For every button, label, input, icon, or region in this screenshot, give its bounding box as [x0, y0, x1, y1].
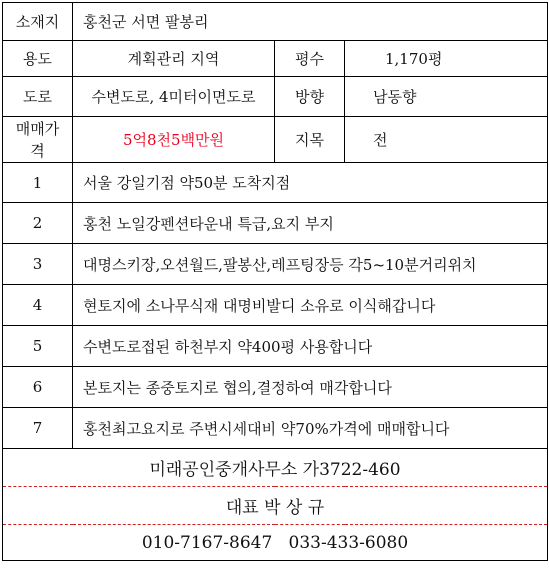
area-label: 평수: [275, 41, 345, 77]
item-text: 수변도로접된 하천부지 약400평 사용합니다: [73, 326, 548, 367]
list-item: [3, 326, 548, 367]
direction-label: 방향: [275, 77, 345, 117]
use-value: 계획관리 지역: [73, 41, 275, 77]
land-type-label: 지목: [275, 117, 345, 163]
road-value: 수변도로, 4미터이면도로: [73, 77, 275, 117]
price-value: 5억8천5백만원: [73, 117, 275, 163]
price-label: 매매가격: [3, 117, 73, 163]
item-number: 3: [3, 244, 73, 285]
list-item: [3, 367, 548, 408]
location-value: 홍천군 서면 팔봉리: [73, 3, 548, 41]
area-value: 1,170평: [345, 41, 548, 77]
representative: 대표 박 상 규: [3, 487, 548, 525]
agency-name: 미래공인중개사무소 가3722-460: [3, 449, 548, 487]
property-listing-table: [2, 2, 548, 561]
list-item: [3, 285, 548, 326]
direction-value: 남동향: [345, 77, 548, 117]
item-number: 2: [3, 203, 73, 244]
item-text: 본토지는 종중토지로 협의,결정하여 매각합니다: [73, 367, 548, 408]
use-label: 용도: [3, 41, 73, 77]
item-text: 현토지에 소나무식재 대명비발디 소유로 이식해갑니다: [73, 285, 548, 326]
item-text: 홍천최고요지로 주변시세대비 약70%가격에 매매합니다: [73, 408, 548, 449]
item-number: 6: [3, 367, 73, 408]
item-number: 1: [3, 163, 73, 203]
list-item: [3, 244, 548, 285]
list-item: [3, 203, 548, 244]
phone-numbers: 010-7167-8647 033-433-6080: [3, 525, 548, 561]
list-item: [3, 408, 548, 449]
list-item: [3, 163, 548, 203]
item-number: 7: [3, 408, 73, 449]
item-number: 5: [3, 326, 73, 367]
item-text: 서울 강일기점 약50분 도착지점: [73, 163, 548, 203]
road-label: 도로: [3, 77, 73, 117]
item-text: 홍천 노일강펜션타운내 특급,요지 부지: [73, 203, 548, 244]
item-number: 4: [3, 285, 73, 326]
item-text: 대명스키장,오션월드,팔봉산,레프팅장등 각5~10분거리위치: [73, 244, 548, 285]
land-type-value: 전: [345, 117, 548, 163]
location-label: 소재지: [3, 3, 73, 41]
